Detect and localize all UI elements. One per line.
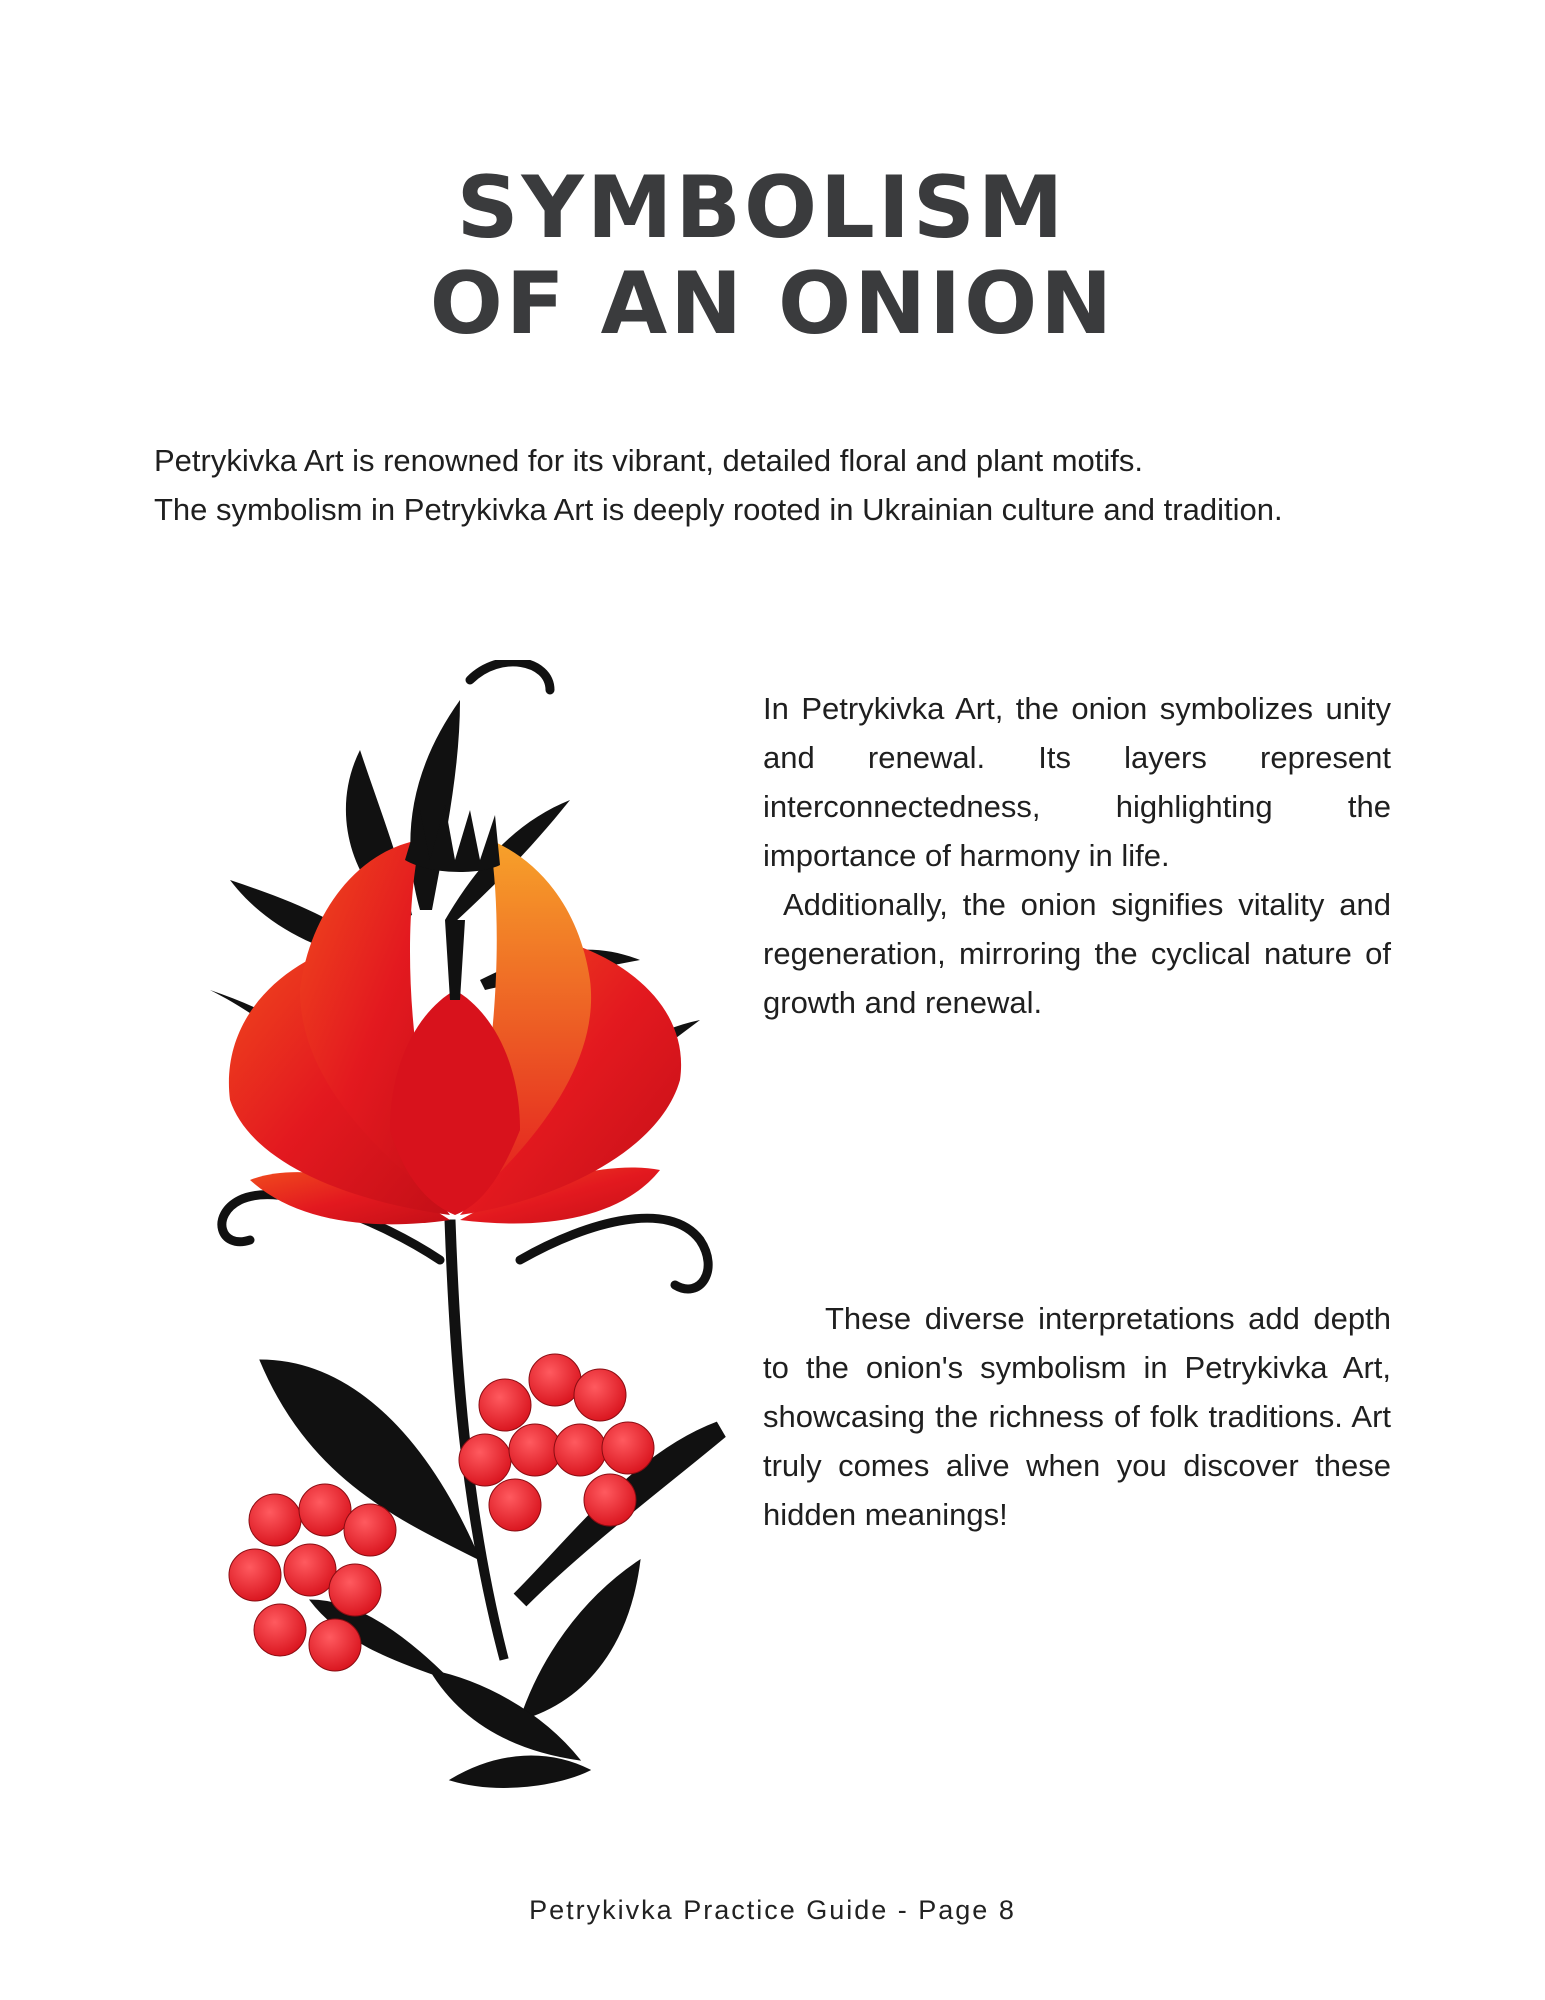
- berry: [602, 1422, 654, 1474]
- berry: [229, 1549, 281, 1601]
- tendril-right: [520, 1218, 708, 1289]
- flower-crown: [405, 805, 500, 872]
- interpretations-text: [763, 1294, 1391, 1539]
- berry: [479, 1379, 531, 1431]
- onion-flower: [229, 805, 681, 1224]
- feather-center: [410, 700, 460, 910]
- intro-paragraph-2: The symbolism in Petrykivka Art is deeply rooted in Ukrainian culture and tradition.: [154, 492, 1283, 527]
- page-footer: Petrykivka Practice Guide - Page 8: [529, 1895, 1016, 1925]
- berry: [509, 1424, 561, 1476]
- berry: [554, 1424, 606, 1476]
- tendril-top-right: [470, 662, 550, 690]
- page-title: [0, 160, 1545, 352]
- berry-cluster-upper: [459, 1354, 654, 1531]
- onion-symbolism-paragraph-2: Additionally, the onion signifies vitality and regeneration, mirroring the cyclical nature of growth and renewal.: [763, 887, 1391, 1020]
- berry: [584, 1474, 636, 1526]
- berry: [309, 1619, 361, 1671]
- onion-symbolism-text: [763, 684, 1391, 1027]
- interpretations-paragraph: These diverse interpretations add depth to the onion's symbolism in Petrykivka Art, showcasing the richness of folk traditions. Art truly comes alive when you discover these hidden meanings!: [763, 1301, 1391, 1532]
- berry: [249, 1494, 301, 1546]
- onion-symbolism-paragraph-1: In Petrykivka Art, the onion symbolizes unity and renewal. Its layers represent interconnectedness, highlighting the importance of harmony in life.: [763, 691, 1391, 873]
- flower-throat: [445, 920, 465, 1000]
- berry: [574, 1369, 626, 1421]
- berry: [459, 1434, 511, 1486]
- page-title-line-1: SYMBOLISM: [456, 158, 1067, 258]
- page-title-line-2: OF AN ONION: [429, 254, 1116, 354]
- berry: [344, 1504, 396, 1556]
- leaf-bottom-curl: [450, 1756, 590, 1787]
- berry: [299, 1484, 351, 1536]
- berry: [529, 1354, 581, 1406]
- berry: [489, 1479, 541, 1531]
- berry: [329, 1564, 381, 1616]
- berry: [284, 1544, 336, 1596]
- intro-paragraph-1: Petrykivka Art is renowned for its vibrant, detailed floral and plant motifs.: [154, 443, 1144, 478]
- intro-paragraphs: [154, 436, 1391, 534]
- berry: [254, 1604, 306, 1656]
